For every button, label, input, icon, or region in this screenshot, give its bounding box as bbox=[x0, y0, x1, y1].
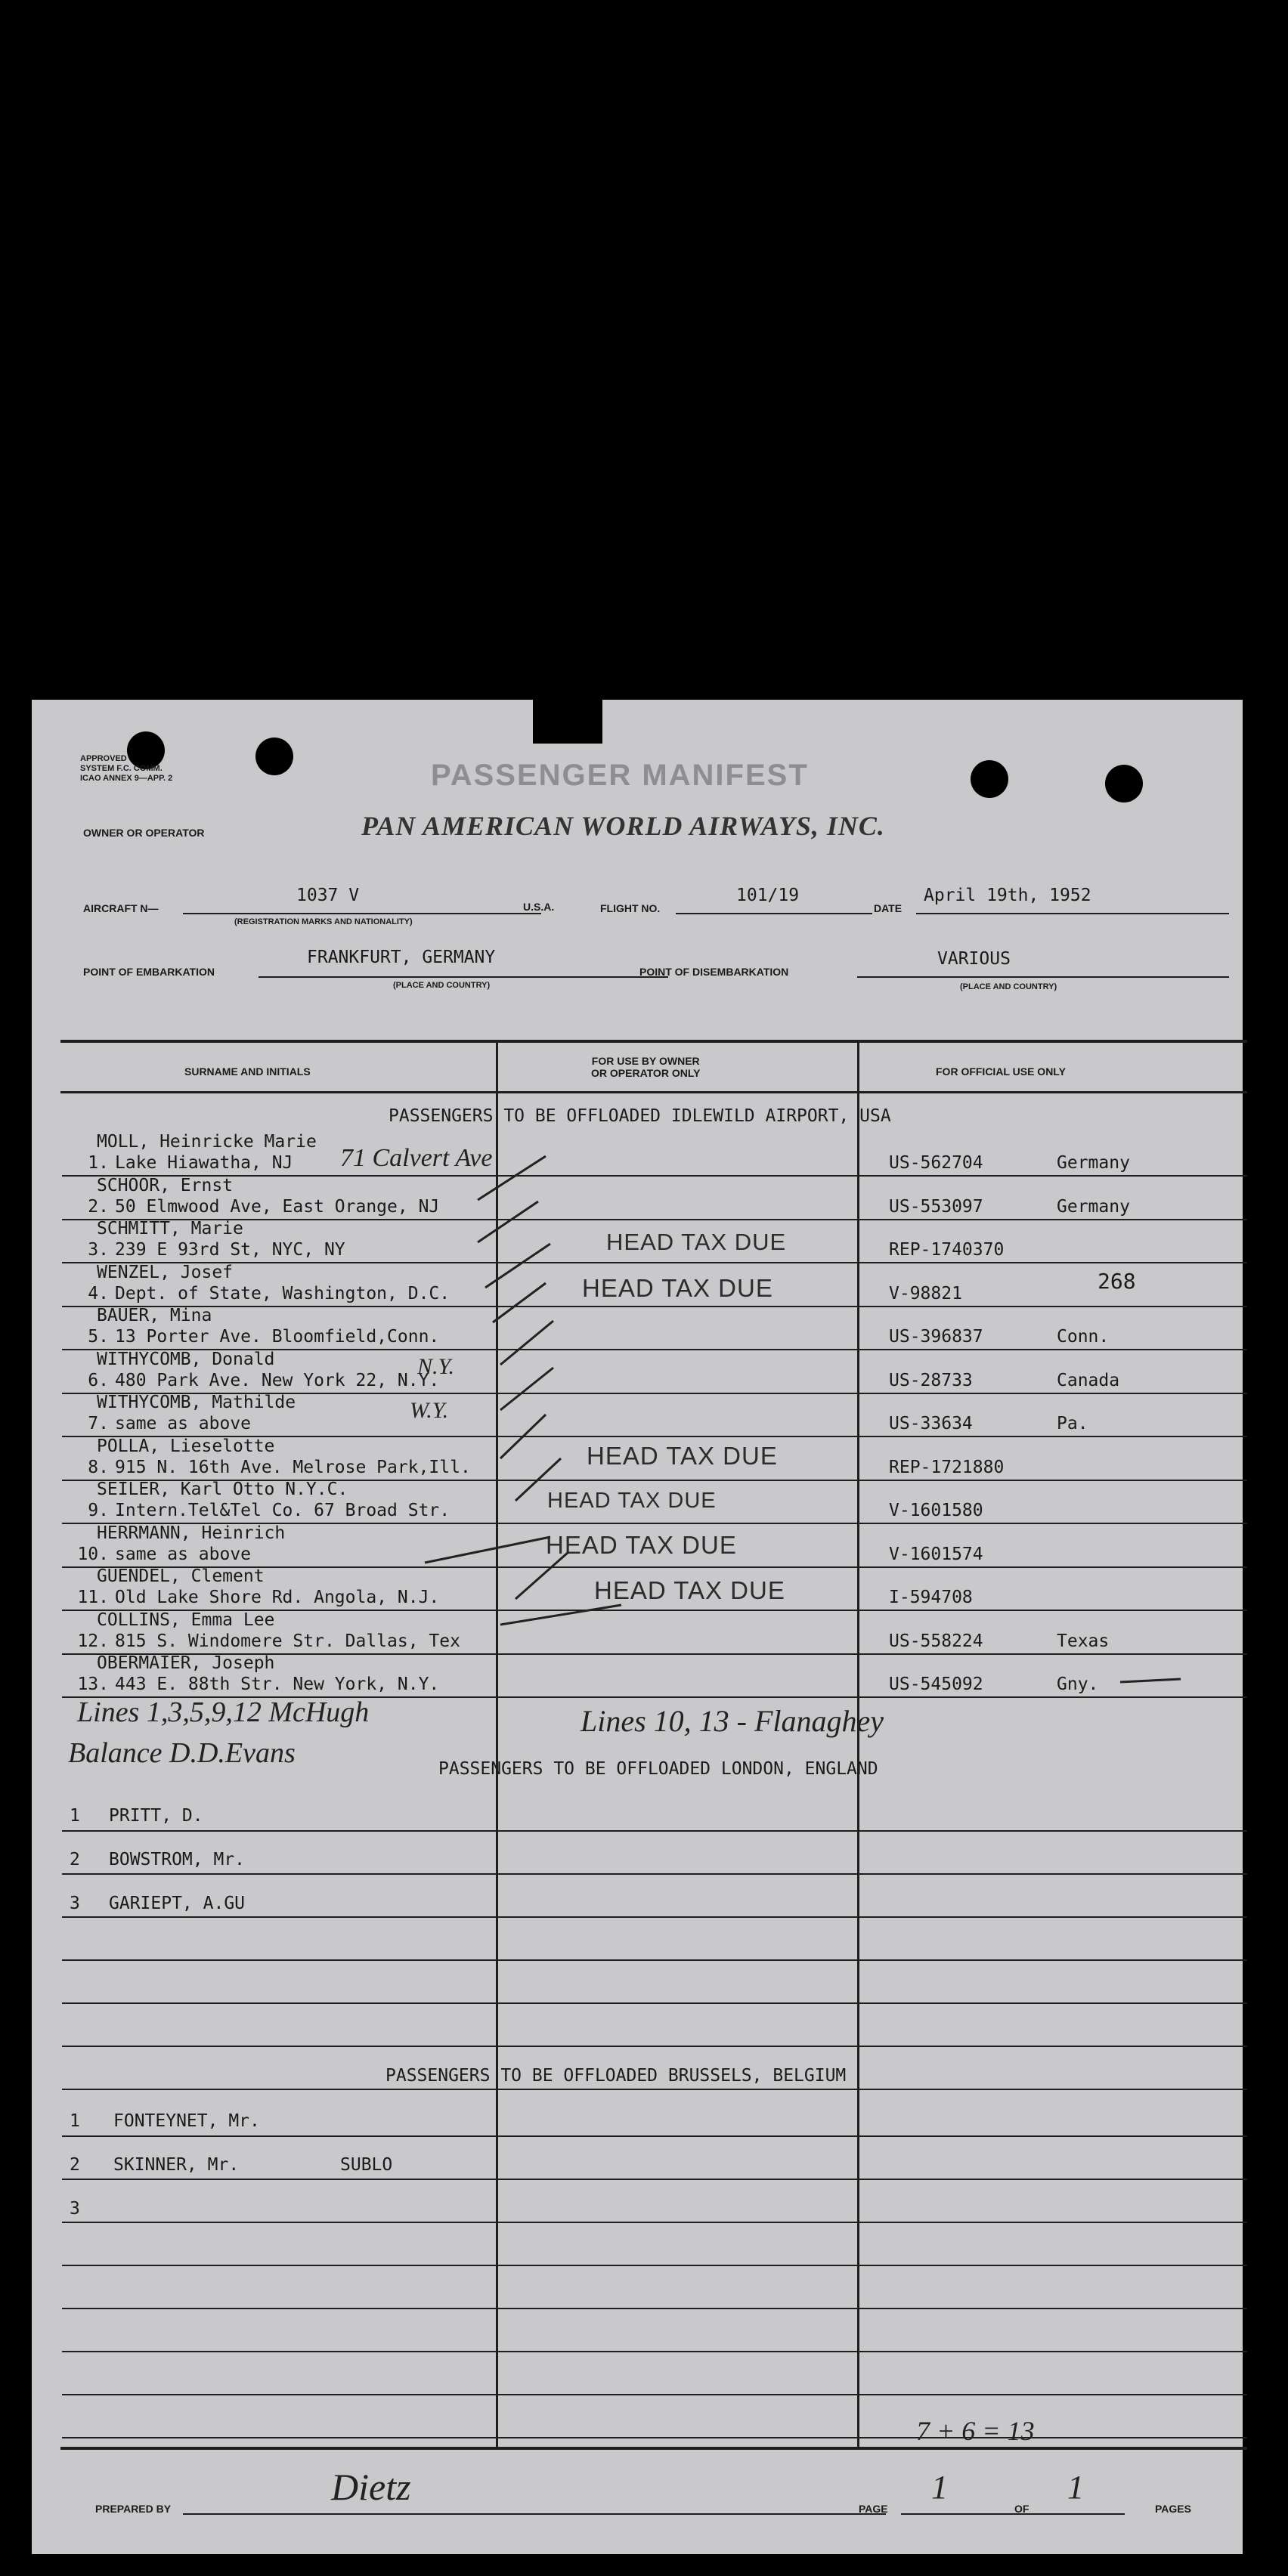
head-tax-stamp: HEAD TAX DUE bbox=[546, 1531, 737, 1559]
document-number: US-33634 bbox=[889, 1414, 973, 1433]
col-header-official: FOR OFFICIAL USE ONLY bbox=[936, 1065, 1066, 1078]
row-rule bbox=[62, 1959, 1247, 1961]
document-number: V-1601574 bbox=[889, 1544, 983, 1564]
passenger-name: HERRMANN, Heinrich bbox=[97, 1523, 286, 1543]
row-number: 2 bbox=[70, 2155, 80, 2175]
col-header-owner-line: FOR USE BY OWNER bbox=[591, 1055, 700, 1067]
pages-label: PAGES bbox=[1155, 2503, 1191, 2515]
row-number: 9. bbox=[88, 1501, 109, 1520]
passenger-address: Intern.Tel&Tel Co. 67 Broad Str. bbox=[115, 1501, 450, 1520]
approval-line: APPROVED bbox=[80, 754, 127, 763]
flight-label: FLIGHT NO. bbox=[600, 902, 661, 914]
row-rule bbox=[62, 1830, 1247, 1832]
passenger-address: 13 Porter Ave. Bloomfield,Conn. bbox=[115, 1327, 440, 1347]
row-number: 3 bbox=[70, 1894, 80, 1913]
row-number: 3. bbox=[88, 1240, 109, 1260]
passenger-address: Old Lake Shore Rd. Angola, N.J. bbox=[115, 1588, 440, 1607]
document-number: REP-1721880 bbox=[889, 1457, 1005, 1477]
aircraft-label: AIRCRAFT N— bbox=[83, 902, 159, 914]
section-brussels: PASSENGERS TO BE OFFLOADED BRUSSELS, BELGIUM bbox=[385, 2066, 847, 2086]
row-number: 12. bbox=[77, 1631, 109, 1651]
document-number: US-558224 bbox=[889, 1631, 983, 1651]
passenger-address: same as above bbox=[115, 1544, 252, 1564]
passenger-name: WENZEL, Josef bbox=[97, 1262, 234, 1282]
row-number: 8. bbox=[88, 1457, 109, 1477]
passenger-address: same as above bbox=[115, 1414, 252, 1433]
document-number: US-28733 bbox=[889, 1370, 973, 1390]
passenger-name: WITHYCOMB, Donald bbox=[97, 1349, 275, 1369]
passenger-name: SCHMITT, Marie bbox=[97, 1219, 243, 1239]
page-number: 1 bbox=[931, 2469, 948, 2506]
handwritten-initials: N.Y. bbox=[417, 1354, 454, 1379]
handwritten-address: 71 Calvert Ave bbox=[340, 1144, 493, 1172]
row-rule bbox=[62, 2046, 1247, 2047]
total-pages: 1 bbox=[1067, 2469, 1084, 2506]
nationality-note: Germany bbox=[1057, 1153, 1130, 1173]
head-tax-stamp: HEAD TAX DUE bbox=[547, 1489, 717, 1513]
passenger-address: Dept. of State, Washington, D.C. bbox=[115, 1283, 450, 1303]
document-number: US-545092 bbox=[889, 1675, 983, 1694]
passenger-name: BAUER, Mina bbox=[97, 1306, 212, 1325]
row-number: 11. bbox=[77, 1588, 109, 1607]
document-number: REP-1740370 bbox=[889, 1240, 1005, 1260]
handwritten-initials: W.Y. bbox=[410, 1398, 449, 1423]
row-number: 3 bbox=[70, 2199, 80, 2219]
disembark-label: POINT OF DISEMBARKATION bbox=[639, 966, 789, 978]
pencil-marks bbox=[32, 700, 1243, 2554]
document-number: US-396837 bbox=[889, 1327, 983, 1347]
handwritten-note: Balance D.D.Evans bbox=[68, 1737, 296, 1769]
aircraft-value: 1037 V bbox=[296, 886, 360, 905]
embark-value: FRANKFURT, GERMANY bbox=[307, 948, 496, 967]
passenger-name: MOLL, Heinricke Marie bbox=[97, 1132, 317, 1152]
row-rule bbox=[62, 2265, 1247, 2266]
prepared-signature: Dietz bbox=[331, 2466, 411, 2508]
document-number: I-594708 bbox=[889, 1588, 973, 1607]
passenger-name: PRITT, D. bbox=[109, 1806, 203, 1826]
row-rule bbox=[62, 2437, 1247, 2438]
head-tax-stamp: HEAD TAX DUE bbox=[594, 1576, 785, 1604]
nationality-note: Germany bbox=[1057, 1196, 1130, 1217]
page-label: PAGE bbox=[859, 2503, 888, 2515]
place-note-embark: (PLACE AND COUNTRY) bbox=[393, 981, 491, 990]
manifest-sheet bbox=[32, 700, 1243, 2554]
col-header-owner-line: OR OPERATOR ONLY bbox=[591, 1067, 701, 1079]
row-number: 1 bbox=[70, 1806, 80, 1826]
document-number: US-553097 bbox=[889, 1196, 983, 1217]
section-idlewild: PASSENGERS TO BE OFFLOADED IDLEWILD AIRPORT, USA bbox=[389, 1106, 891, 1126]
owner-label: OWNER OR OPERATOR bbox=[83, 827, 205, 839]
row-number: 4. bbox=[88, 1283, 109, 1303]
row-number: 2. bbox=[88, 1196, 109, 1217]
row-number: 7. bbox=[88, 1414, 109, 1433]
passenger-name: SCHOOR, Ernst bbox=[97, 1175, 234, 1195]
passenger-address: 915 N. 16th Ave. Melrose Park,Ill. bbox=[115, 1457, 471, 1477]
disembark-value: VARIOUS bbox=[937, 949, 1011, 969]
handwritten-total: 7 + 6 = 13 bbox=[916, 2416, 1035, 2446]
row-number: 1. bbox=[88, 1153, 109, 1173]
row-rule bbox=[62, 2002, 1247, 2004]
row-number: 10. bbox=[77, 1544, 109, 1564]
date-value: April 19th, 1952 bbox=[924, 886, 1091, 905]
prepared-label: PREPARED BY bbox=[95, 2503, 172, 2515]
row-rule bbox=[62, 2135, 1247, 2137]
handwritten-note: Lines 10, 13 - Flanaghey bbox=[581, 1704, 884, 1738]
document-number: US-562704 bbox=[889, 1153, 983, 1173]
row-rule bbox=[62, 2394, 1247, 2395]
col-header-name: SURNAME AND INITIALS bbox=[184, 1065, 311, 1078]
head-tax-stamp: HEAD TAX DUE bbox=[582, 1274, 773, 1302]
section-london: PASSENGERS TO BE OFFLOADED LONDON, ENGLAND bbox=[438, 1759, 878, 1779]
passenger-extra: SUBLO bbox=[340, 2155, 393, 2175]
passenger-name: FONTEYNET, Mr. bbox=[113, 2111, 260, 2131]
passenger-name: COLLINS, Emma Lee bbox=[97, 1610, 275, 1630]
document-number: V-98821 bbox=[889, 1283, 962, 1303]
row-rule bbox=[62, 2351, 1247, 2352]
row-rule bbox=[62, 2308, 1247, 2309]
passenger-address: 239 E 93rd St, NYC, NY bbox=[115, 1240, 345, 1260]
row-number: 1 bbox=[70, 2111, 80, 2131]
place-note-disembark: (PLACE AND COUNTRY) bbox=[960, 982, 1057, 991]
form-title: PASSENGER MANIFEST bbox=[431, 759, 809, 792]
flight-value: 101/19 bbox=[736, 886, 800, 905]
passenger-name: GARIEPT, A.GU bbox=[109, 1894, 246, 1913]
row-rule bbox=[62, 1916, 1247, 1918]
row-rule bbox=[62, 2222, 1247, 2223]
passenger-name: POLLA, Lieselotte bbox=[97, 1436, 275, 1456]
row-rule bbox=[62, 2179, 1247, 2180]
date-label: DATE bbox=[874, 902, 903, 914]
row-number: 6. bbox=[88, 1370, 109, 1390]
nationality-note: Conn. bbox=[1057, 1327, 1110, 1347]
approval-line: ICAO ANNEX 9—APP. 2 bbox=[80, 774, 173, 783]
head-tax-stamp: HEAD TAX DUE bbox=[606, 1229, 787, 1255]
nationality-note: 268 bbox=[1098, 1268, 1136, 1294]
passenger-address: 480 Park Ave. New York 22, N.Y. bbox=[115, 1370, 440, 1390]
country-label: U.S.A. bbox=[523, 901, 555, 913]
passenger-name: BOWSTROM, Mr. bbox=[109, 1850, 246, 1869]
approval-line: SYSTEM F.C. COMM. bbox=[80, 764, 163, 773]
of-label: OF bbox=[1014, 2503, 1029, 2515]
row-number: 2 bbox=[70, 1850, 80, 1869]
passenger-address: 443 E. 88th Str. New York, N.Y. bbox=[115, 1675, 440, 1694]
handwritten-note: Lines 1,3,5,9,12 McHugh bbox=[77, 1696, 370, 1728]
passenger-address: 50 Elmwood Ave, East Orange, NJ bbox=[115, 1196, 440, 1217]
row-number: 5. bbox=[88, 1327, 109, 1347]
passenger-name: SKINNER, Mr. bbox=[113, 2155, 240, 2175]
row-rule bbox=[62, 2089, 1247, 2090]
document-number: V-1601580 bbox=[889, 1501, 983, 1520]
nationality-note: Pa. bbox=[1057, 1414, 1088, 1433]
passenger-name: GUENDEL, Clement bbox=[97, 1566, 265, 1586]
passenger-address: Lake Hiawatha, NJ bbox=[115, 1153, 293, 1173]
nationality-note: Gny. bbox=[1057, 1675, 1099, 1694]
row-number: 13. bbox=[77, 1675, 109, 1694]
row-rule bbox=[62, 1873, 1247, 1875]
head-tax-stamp: HEAD TAX DUE bbox=[587, 1442, 778, 1470]
airline-name: PAN AMERICAN WORLD AIRWAYS, INC. bbox=[361, 811, 885, 841]
passenger-name: OBERMAIER, Joseph bbox=[97, 1653, 275, 1673]
passenger-address: 815 S. Windomere Str. Dallas, Tex bbox=[115, 1631, 460, 1651]
embark-label: POINT OF EMBARKATION bbox=[83, 966, 215, 978]
passenger-name: SEILER, Karl Otto N.Y.C. bbox=[97, 1480, 348, 1499]
nationality-note: Canada bbox=[1057, 1370, 1120, 1390]
registration-note: (REGISTRATION MARKS AND NATIONALITY) bbox=[234, 917, 413, 926]
passenger-name: WITHYCOMB, Mathilde bbox=[97, 1393, 296, 1412]
nationality-note: Texas bbox=[1057, 1631, 1110, 1651]
